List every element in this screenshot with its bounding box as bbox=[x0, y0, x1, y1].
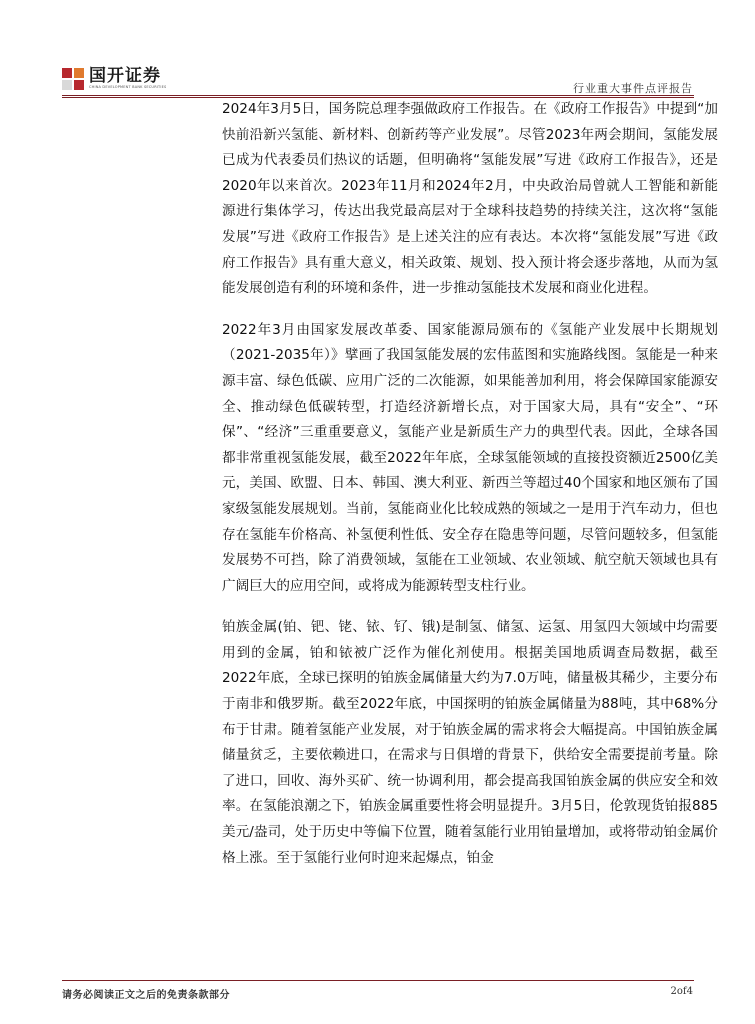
company-logo bbox=[62, 67, 166, 90]
header-divider bbox=[62, 95, 694, 96]
logo-name: 国开证券 bbox=[89, 66, 161, 86]
paragraph-government-report: 2024年3月5日，国务院总理李强做政府工作报告。在《政府工作报告》中提到“加快前沿新兴氢能、新材料、创新药等产业发展”。尽管2023年两会期间，氢能发展已成为代表委员们热议的话题，但明确将“氢能发展”写进《政府工作报告》，还是2020年以来首次。2023年11月和2024年2月，中央政治局曾就人工智能和新能源进行集体学习，传达出我党最高层对于全球科技趋势的持续关注，这次将“氢能发展”写进《政府工作报告》是上述关注的应有表达。本次将“氢能发展”写进《政府工作报告》具有重大意义，相关政策、规划、投入预计将会逐步落地，从而为氢能发展创造有利的环境和条件，进一步推动氢能技术发展和商业化进程。 bbox=[222, 101, 718, 297]
report-type-label: 行业重大事件点评报告 bbox=[573, 82, 693, 95]
disclaimer-text: 请务必阅读正文之后的免责条款部分 bbox=[62, 990, 230, 1001]
logo-mark-icon bbox=[62, 68, 84, 90]
paragraph-platinum-group-metals: 铂族金属(铂、钯、铑、铱、钌、锇)是制氢、储氢、运氢、用氢四大领域中均需要用到的金属，铂和铱被广泛作为催化剂使用。根据美国地质调查局数据，截至2022年底，全球已探明的铂族金属储量大约为7.0万吨，储量极其稀少，主要分布于南非和俄罗斯。截至2022年底，中国探明的铂族金属储量为88吨，其中68%分布于甘肃。随着氢能产业发展，对于铂族金属的需求将会大幅提高。中国铂族金属储量贫乏，主要依赖进口，在需求与日俱增的背景下，供给安全需要提前考量。除了进口，回收、海外买矿、统一协调利用，都会提高我国铂族金属的供应安全和效率。在氢能浪潮之下，铂族金属重要性将会明显提升。3月5日，伦敦现货铂报885美元/盎司，处于历史中等偏下位置，随着氢能行业用铂量增加，或将带动铂金属价格上涨。至于氢能行业何时迎来起爆点，铂金 bbox=[222, 619, 718, 866]
report-body bbox=[222, 97, 718, 887]
paragraph-hydrogen-plan: 2022年3月由国家发展改革委、国家能源局颁布的《氢能产业发展中长期规划（2021-2035年）》擘画了我国氢能发展的宏伟蓝图和实施路线图。氢能是一种来源丰富、绿色低碳、应用广泛的二次能源，如果能善加利用，将会保障国家能源安全、推动绿色低碳转型，打造经济新增长点，对于国家大局，具有“安全”、“环保”、“经济”三重重要意义，氢能产业是新质生产力的典型代表。因此，全球各国都非常重视氢能发展，截至2022年年底，全球氢能领域的直接投资额近2500亿美元，美国、欧盟、日本、韩国、澳大利亚、新西兰等超过40个国家和地区颁布了国家级氢能发展规划。当前，氢能商业化比较成熟的领域之一是用于汽车动力，但也存在氢能车价格高、补氢便利性低、安全存在隐患等问题，尽管问题较多，但氢能发展势不可挡，除了消费领域，氢能在工业领域、农业领域、航空航天领域也具有广阔巨大的应用空间，或将成为能源转型支柱行业。 bbox=[222, 321, 718, 594]
logo-english-name: CHINA DEVELOPMENT BANK SECURITIES bbox=[89, 85, 167, 89]
footer-divider bbox=[62, 980, 694, 981]
page-header bbox=[0, 0, 755, 100]
page-number: 2of4 bbox=[670, 986, 693, 997]
